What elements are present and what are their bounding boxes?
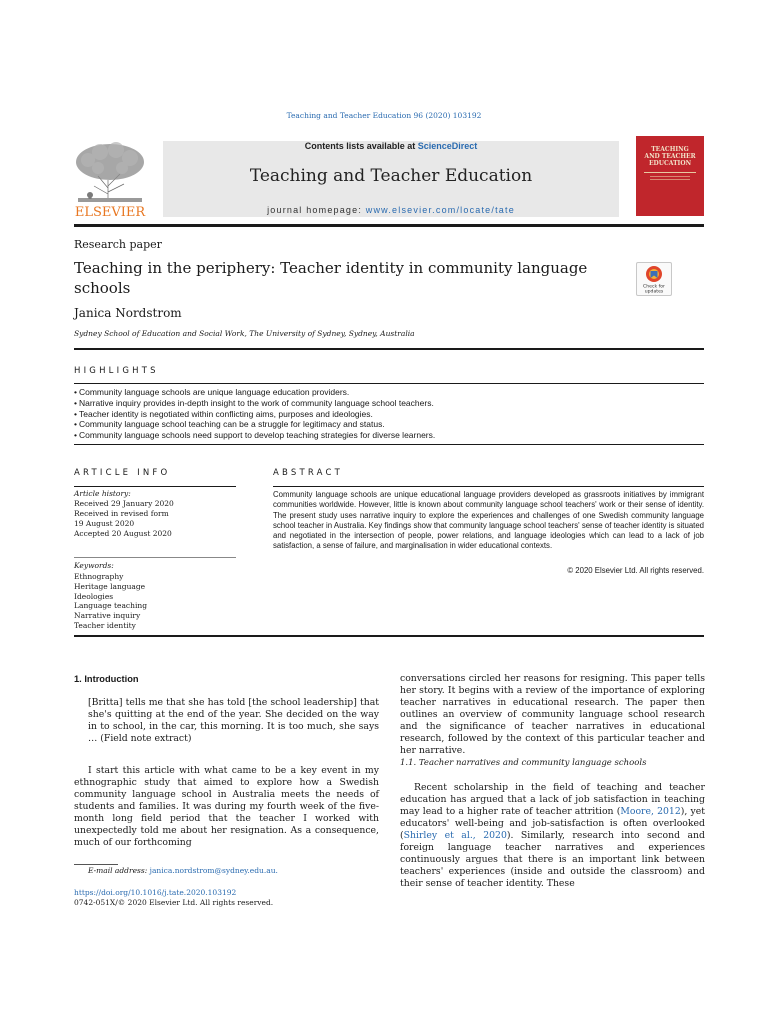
article-title: Teaching in the periphery: Teacher identity in community language schools bbox=[74, 259, 588, 297]
cover-divider bbox=[644, 172, 696, 173]
email-footnote bbox=[88, 866, 278, 875]
sciencedirect-link[interactable]: ScienceDirect bbox=[417, 141, 478, 151]
footnote-rule bbox=[74, 864, 118, 865]
crossmark-label: updates bbox=[644, 289, 664, 295]
journal-homepage-link[interactable]: www.elsevier.com/locate/tate bbox=[365, 205, 515, 215]
article-type: Research paper bbox=[74, 238, 162, 251]
cover-title bbox=[636, 146, 704, 167]
introduction-heading: 1. Introduction bbox=[74, 674, 139, 684]
field-note-quote: [Britta] tells me that she has told [the school leadership] that she's quitting at the end of the year. She decided on the way in to school, in the car, this morning. It is too much, she says … (Field note extract) bbox=[88, 697, 379, 744]
author-affiliation: Sydney School of Education and Social Work, The University of Sydney, Sydney, Australia bbox=[74, 329, 415, 338]
introduction-paragraph-continued: conversations circled her reasons for resigning. This paper tells her story. It begins with a review of the importance of exploring teacher narratives in educational research. The paper then outlines an overview of community language school research and the significance of teacher narratives in educational research, followed by the context of this particular teacher and her narrative. bbox=[400, 673, 705, 756]
publisher-name: ELSEVIER bbox=[74, 205, 146, 218]
paragraph-text: Recent scholarship in the field of teaching and teacher education has argued that a lack of job satisfaction in teaching may lead to a higher rate of teacher attrition ( bbox=[400, 782, 705, 817]
citation-link-shirley[interactable]: Shirley et al., 2020 bbox=[403, 830, 507, 841]
highlights-bottom-rule bbox=[74, 444, 704, 445]
keyword-item[interactable]: Heritage language bbox=[74, 581, 146, 591]
keyword-item[interactable]: Narrative inquiry bbox=[74, 611, 141, 621]
issn-copyright: 0742-051X/© 2020 Elsevier Ltd. All rights reserved. bbox=[74, 898, 274, 907]
highlight-item: • Community language schools need support to develop teaching strategies for diverse learners. bbox=[74, 430, 435, 441]
homepage-prefix: journal homepage: bbox=[267, 205, 366, 215]
journal-cover-thumbnail[interactable] bbox=[636, 136, 704, 216]
citation-link-moore[interactable]: Moore, 2012 bbox=[620, 806, 681, 817]
keyword-item[interactable]: Ideologies bbox=[74, 591, 114, 601]
contents-prefix: Contents lists available at bbox=[304, 141, 418, 151]
author-name[interactable]: Janica Nordstrom bbox=[74, 306, 182, 320]
abstract-heading: ABSTRACT bbox=[273, 468, 344, 478]
keyword-item[interactable]: Ethnography bbox=[74, 572, 124, 581]
cover-title-line: TEACHING bbox=[651, 146, 689, 153]
email-label: E-mail address: bbox=[88, 866, 150, 875]
header-divider bbox=[74, 224, 704, 227]
highlight-item: • Community language school teaching can be a struggle for legitimacy and status. bbox=[74, 419, 435, 430]
elsevier-logo bbox=[70, 140, 150, 218]
journal-citation-link[interactable]: Teaching and Teacher Education 96 (2020) 103192 bbox=[286, 111, 482, 120]
introduction-paragraph: I start this article with what came to be a key event in my ethnographic study that aimed to explore how a Swedish community language school in Australia meets the needs of students and families. It was during my fourth week of the five-month long field period that the teacher I worked with unexpectedly told me about her resignation. As a consequence, much of our forthcoming bbox=[74, 765, 379, 848]
abstract-text: Community language schools are unique educational language providers developed as grassroots initiatives by immigrant communities worldwide. However, little is known about community language school teachers' work or their sense of identity. The present study uses narrative inquiry to explore the experiences and challenges of one Swedish community language school teacher in Australia. Key findings show that community language school teachers' sense of teacher identity is situated and negotiated in the intersection of people, power relations, and language ideologies which can lead to a lack of job satisfaction, a sense of failure, and marginalisation in wider educational contexts. bbox=[273, 490, 704, 551]
tree-logo-icon bbox=[70, 140, 150, 218]
cover-divider bbox=[650, 179, 690, 180]
article-info-heading: ARTICLE INFO bbox=[74, 468, 171, 478]
highlights-top-rule bbox=[74, 383, 704, 384]
contents-line bbox=[163, 141, 619, 151]
crossmark-icon bbox=[637, 263, 671, 295]
paragraph-text: ), yet educators' well-being and job-satisfaction is often overlooked ( bbox=[400, 806, 706, 841]
history-item: Received 29 January 2020 bbox=[74, 499, 174, 508]
highlight-item: • Community language schools are unique language education providers. bbox=[74, 387, 435, 398]
cover-title-line: AND TEACHER bbox=[644, 153, 696, 160]
history-item: 19 August 2020 bbox=[74, 519, 135, 528]
keyword-item[interactable]: Teacher identity bbox=[74, 620, 136, 630]
check-for-updates-button[interactable] bbox=[636, 262, 672, 296]
cover-title-line: EDUCATION bbox=[648, 160, 692, 167]
highlight-item: • Narrative inquiry provides in-depth insight to the work of community language school teachers. bbox=[74, 398, 435, 409]
keyword-item[interactable]: Language teaching bbox=[74, 601, 147, 611]
doi-link[interactable]: https://doi.org/10.1016/j.tate.2020.103192 bbox=[74, 888, 237, 897]
email-link[interactable]: janica.nordstrom@sydney.edu.au. bbox=[149, 866, 278, 875]
paragraph-text: ). Similarly, research into second and foreign language teacher narratives and experiences continuously argues that there is an important link between teachers' experiences (inside and outside the classroom) and their sense of teacher identity. These bbox=[400, 830, 705, 889]
highlight-item: • Teacher identity is negotiated within conflicting aims, purposes and ideologies. bbox=[74, 409, 435, 420]
article-history-list bbox=[74, 499, 174, 539]
article-info-rule bbox=[74, 486, 236, 487]
section-divider bbox=[74, 348, 704, 350]
history-item: Accepted 20 August 2020 bbox=[74, 529, 172, 538]
journal-homepage-line bbox=[163, 205, 619, 215]
abstract-rule bbox=[273, 486, 704, 487]
subsection-heading: 1.1. Teacher narratives and community language schools bbox=[400, 758, 647, 768]
article-history-label: Article history: bbox=[74, 489, 131, 498]
keywords-label: Keywords: bbox=[74, 561, 114, 570]
crossmark-label: Check for bbox=[643, 284, 665, 290]
journal-title: Teaching and Teacher Education bbox=[249, 166, 533, 186]
cover-divider bbox=[650, 176, 690, 177]
subsection-paragraph bbox=[400, 782, 705, 890]
body-divider bbox=[74, 635, 704, 637]
keywords-list bbox=[74, 572, 147, 631]
highlights-list bbox=[74, 387, 435, 441]
abstract-copyright: © 2020 Elsevier Ltd. All rights reserved. bbox=[567, 566, 704, 575]
highlights-heading: HIGHLIGHTS bbox=[74, 366, 159, 376]
history-item: Received in revised form bbox=[74, 509, 169, 518]
keywords-rule bbox=[74, 557, 236, 558]
